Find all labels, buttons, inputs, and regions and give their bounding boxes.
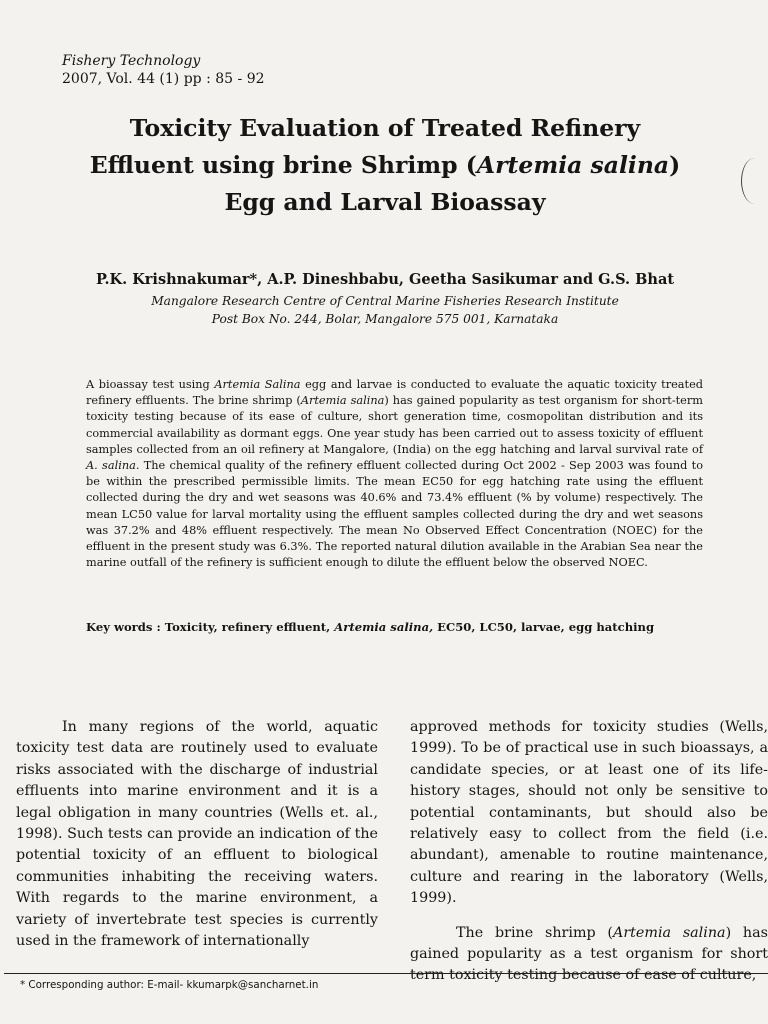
keywords [86, 620, 703, 634]
keywords-italic: Artemia salina, [334, 620, 434, 634]
body-paragraph [410, 923, 768, 987]
title-line-2-close: ) [669, 151, 681, 179]
affiliation [60, 292, 710, 328]
title-species-name: Artemia salina [476, 151, 670, 179]
page-edge-mark [741, 158, 768, 204]
body-paragraph: approved methods for toxicity studies (Wells, 1999). To be of practical use in such bioassays, a candidate species, or at least one of its life-history stages, should not only be sensitive to potential contaminants, but should also be relatively easy to collect from the field (i.e. abundant), amenable to routine maintenance, culture and rearing in the laboratory (Wells, 1999). [410, 719, 768, 907]
author-list: P.K. Krishnakumar*, A.P. Dineshbabu, Geetha Sasikumar and G.S. Bhat [95, 271, 675, 288]
affiliation-line-2: Post Box No. 244, Bolar, Mangalore 575 001, Karnataka [211, 312, 559, 326]
journal-name: Fishery Technology [62, 53, 201, 69]
abstract-text-3: ) has gained popularity as test organism for short-term toxicity testing because of its ease of culture, short generation time, cosmopolitan distribution and its commercial availability as dormant eggs. One year study has been carried out to assess toxicity of effluent samples collected from an oil refinery at Mangalore, (India) on the egg hatching and larval survival rate of [86, 394, 703, 456]
abstract-text-2: egg and larvae is conducted to evaluate the aquatic toxicity treated refinery effluents. The brine shrimp ( [86, 378, 703, 408]
keywords-text-end: EC50, LC50, larvae, egg hatching [433, 620, 655, 634]
title-line-2 [60, 147, 710, 184]
affiliation-line-1: Mangalore Research Centre of Central Marine Fisheries Research Institute [151, 294, 619, 308]
body-paragraph: In many regions of the world, aquatic toxicity test data are routinely used to evaluate risks associated with the discharge of industrial effluents into marine environment and it is a legal obligation in many countries (Wells et. al., 1998). Such tests can provide an indication of the potential toxicity of an effluent to biological communities inhabiting the receiving waters. With regards to the marine environment, a variety of invertebrate test species is currently used in the framework of internationally [16, 719, 378, 950]
keywords-text: Key words : Toxicity, refinery effluent, [86, 620, 335, 634]
title-line-3: Egg and Larval Bioassay [224, 188, 546, 216]
abstract [86, 377, 703, 571]
body-paragraph-text-end: ) has gained popularity as a test organism for short term toxicity testing because of ease of culture, [410, 924, 768, 984]
footnote-divider [4, 973, 768, 974]
abstract-italic-1: Artemia Salina [214, 378, 301, 391]
title-line-1: Toxicity Evaluation of Treated Refinery [129, 114, 641, 142]
body-column-left [16, 717, 378, 952]
abstract-text-4: The chemical quality of the refinery effluent collected during Oct 2002 - Sep 2003 was found to be within the prescribed permissible limits. The mean EC50 for egg hatching rate using the effluent collected during the dry and wet seasons was 40.6% and 73.4% effluent (% by volume) respectively. The mean LC50 value for larval mortality using the effluent samples collected during the dry and wet seasons was 37.2% and 48% effluent respectively. The mean No Observed Effect Concentration (NOEC) for the effluent in the present study was 6.3%. The reported natural dilution available in the Arabian Sea near the marine outfall of the refinery is sufficient enough to dilute the effluent below the observed NOEC. [86, 459, 703, 570]
abstract-italic-2: Artemia salina [300, 394, 385, 408]
journal-citation: 2007, Vol. 44 (1) pp : 85 - 92 [62, 71, 265, 87]
body-species-name: Artemia salina [613, 924, 726, 941]
footnote: * Corresponding author: E-mail- kkumarpk@sancharnet.in [20, 979, 319, 991]
abstract-italic-3: A. salina. [86, 459, 140, 473]
title-line-2-text: Effluent using brine Shrimp ( [89, 151, 477, 179]
paper-title [60, 110, 710, 221]
body-column-right [410, 717, 768, 987]
body-paragraph-text: The brine shrimp ( [456, 924, 614, 941]
abstract-text-1: A bioassay test using [86, 378, 215, 391]
journal-header [62, 52, 265, 88]
